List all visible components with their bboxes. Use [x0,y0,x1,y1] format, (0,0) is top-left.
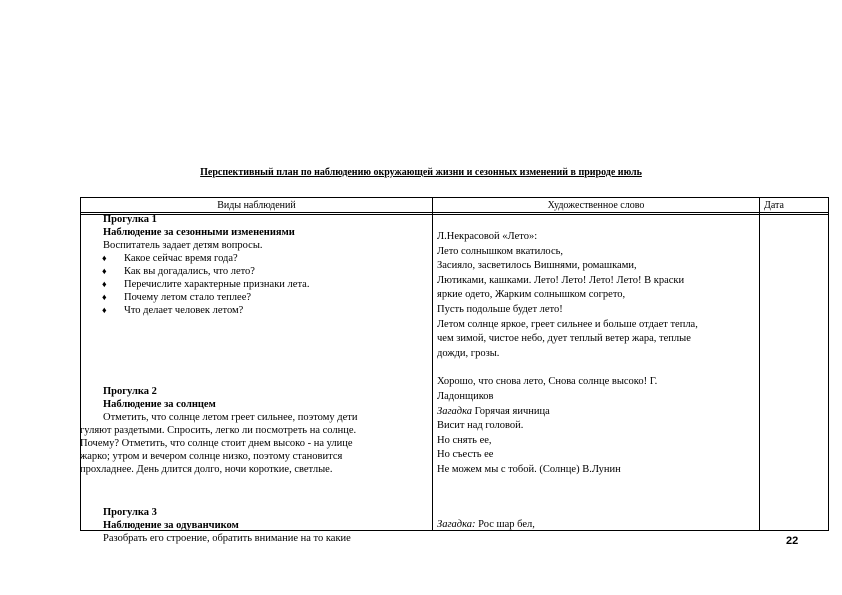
header-date: Дата [764,200,784,211]
list-item: ♦ Перечислите характерные признаки лета. [102,279,310,290]
walk2-line: жарко; утром и вечером солнце низко, поэтому становится [80,451,343,462]
poem1-author: Л.Некрасовой «Лето»: [437,231,538,242]
poem-line: Но снять ее, [437,434,492,446]
walk2-title: Прогулка 2 [103,386,157,397]
walk3-subtitle: Наблюдение за одуванчиком [103,520,239,531]
walk1-questions [100,252,430,317]
diamond-bullet-icon: ♦ [102,305,107,315]
riddle-text: Горячая яичница [472,405,550,417]
walk1-intro: Воспитатель задает детям вопросы. [103,240,263,251]
walk2-line: гуляют раздетыми. Спросить, легко ли посмотреть на солнце. [80,425,357,436]
riddle-label: Загадка [437,405,473,417]
list-item: ♦ Что делает человек летом? [102,305,244,316]
poem-line: Не можем мы с тобой. (Солнце) В.Лунин [437,463,621,475]
poem-line: яркие одето, Жарким солнышком согрето, [437,289,626,301]
walk2-line: Отметить, что солнце летом греет сильнее, поэтому дети [103,412,358,423]
walk1-subtitle: Наблюдение за сезонными изменениями [103,227,295,238]
diamond-bullet-icon: ♦ [102,266,107,276]
poem-line: Висит над головой. [437,420,524,432]
poem-line: Ладонщиков [437,390,494,402]
poem-line: чем зимой, чистое небо, дует теплый ветер жара, теплые [437,333,691,345]
walk3-line: Разобрать его строение, обратить внимание на то какие [103,533,351,544]
poem-line: Лето солнышком вкатилось, [437,245,564,257]
column-divider-2 [759,198,760,530]
walk2-subtitle: Наблюдение за солнцем [103,399,216,410]
art-word-column [437,230,755,532]
poem-line: Лютиками, кашками. Лето! Лето! Лето! Лето! В краски [437,274,685,286]
list-item: ♦ Как вы догадались, что лето? [102,266,255,277]
walk1-title: Прогулка 1 [103,214,157,225]
poem-line: Засияло, засветилось Вишнями, ромашками, [437,260,637,272]
page-number: 22 [786,535,799,547]
diamond-bullet-icon: ♦ [102,279,107,289]
riddle3-text: Рос шар бел, [475,518,535,530]
list-item: ♦ Почему летом стало теплее? [102,292,252,303]
walk2-line: прохладнее. День длится долго, ночи короткие, светлые. [80,464,333,475]
riddle3-line [437,518,755,533]
column-divider-1 [432,198,433,530]
diamond-bullet-icon: ♦ [102,253,107,263]
poem-line: Пусть подольше будет лето! [437,303,563,315]
header-art-word: Художественное слово [547,200,645,211]
header-observations: Виды наблюдений [217,200,296,211]
diamond-bullet-icon: ♦ [102,292,107,302]
riddle-line [437,405,755,420]
poem-line: дожди, грозы. [437,347,500,359]
poem-line: Летом солнце яркое, греет сильнее и больше отдает тепла, [437,318,698,330]
document-title: Перспективный план по наблюдению окружающей жизни и сезонных изменений в природе июль [200,167,642,178]
riddle3-label: Загадка: [437,518,476,530]
observations-column [80,213,430,545]
list-item: ♦ Какое сейчас время года? [102,253,238,264]
walk2-line: Почему? Отметить, что солнце стоит днем высоко - на улице [80,438,353,449]
poem-line: Но съесть ее [437,449,494,461]
walk3-title: Прогулка 3 [103,507,157,518]
poem-line: Хорошо, что снова лето, Снова солнце высоко! Г. [437,376,658,388]
